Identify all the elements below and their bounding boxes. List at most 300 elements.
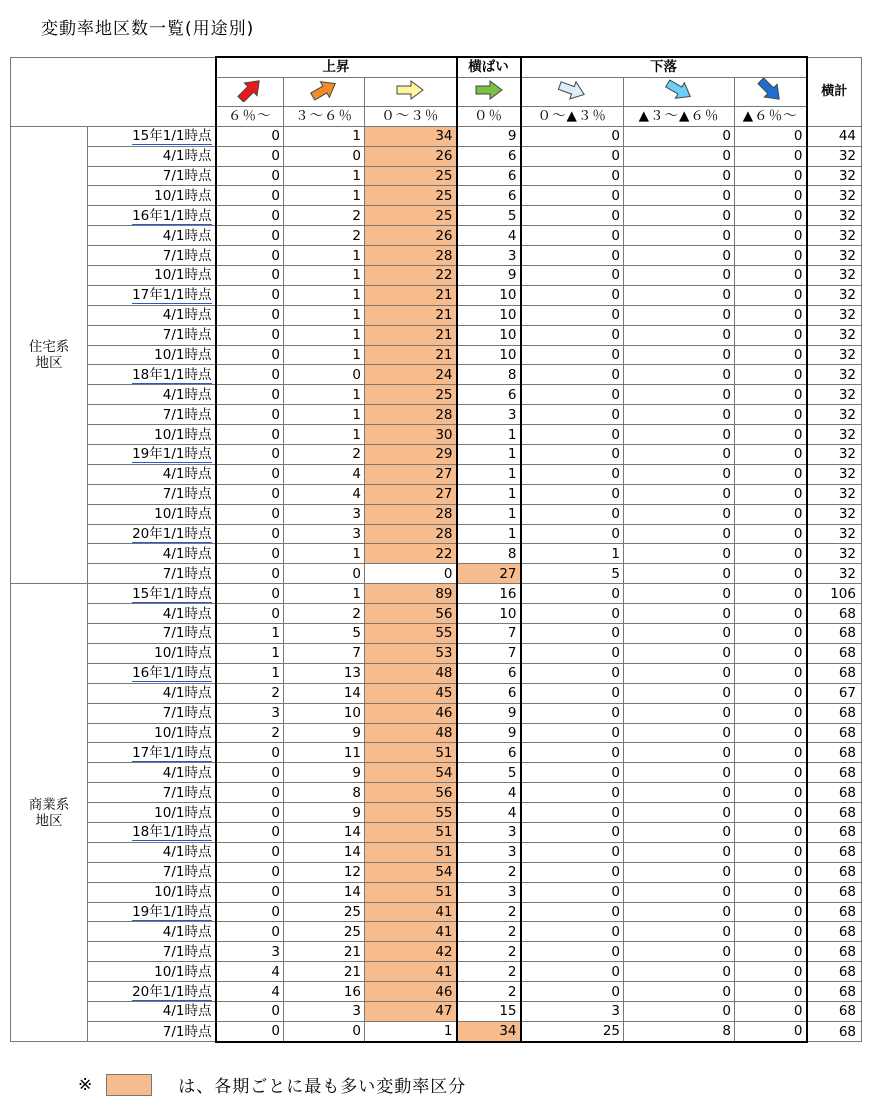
value-cell: 5 <box>521 564 624 584</box>
date-label: 4/1時点 <box>162 466 212 483</box>
value-cell: 13 <box>284 663 365 683</box>
value-cell: 0 <box>624 246 735 266</box>
date-label: 10/1時点 <box>154 267 212 284</box>
value-cell: 1 <box>457 445 521 465</box>
value-cell: 6 <box>457 385 521 405</box>
date-label: 4/1時点 <box>162 1003 212 1020</box>
value-cell: 0 <box>735 862 807 882</box>
value-cell: 0 <box>735 365 807 385</box>
total-cell: 68 <box>807 1021 862 1041</box>
table-row <box>11 464 862 484</box>
total-cell: 32 <box>807 305 862 325</box>
value-cell: 27 <box>365 484 457 504</box>
value-cell: 4 <box>457 226 521 246</box>
value-cell: 0 <box>735 663 807 683</box>
table-row <box>11 226 862 246</box>
value-cell: 51 <box>365 882 457 902</box>
total-cell: 44 <box>807 126 862 146</box>
total-cell: 32 <box>807 285 862 305</box>
date-label: 15年1/1時点 <box>132 128 212 145</box>
date-cell <box>88 624 216 644</box>
value-cell: 41 <box>365 922 457 942</box>
value-cell: 0 <box>216 1001 284 1021</box>
value-cell: 0 <box>735 325 807 345</box>
value-cell: 0 <box>735 445 807 465</box>
arrow-right-yellow-icon <box>393 78 427 102</box>
value-cell: 0 <box>521 186 624 206</box>
value-cell: 0 <box>521 206 624 226</box>
value-cell: 0 <box>216 464 284 484</box>
value-cell: 10 <box>457 285 521 305</box>
value-cell: 51 <box>365 822 457 842</box>
total-cell: 32 <box>807 365 862 385</box>
value-cell: 1 <box>216 624 284 644</box>
value-cell: 15 <box>457 1001 521 1021</box>
total-cell: 68 <box>807 643 862 663</box>
value-cell: 6 <box>457 166 521 186</box>
value-cell: 0 <box>624 226 735 246</box>
value-cell: 0 <box>735 126 807 146</box>
date-label: 7/1時点 <box>162 864 212 881</box>
arrow-up-steep-red-icon <box>233 78 267 102</box>
date-cell <box>88 365 216 385</box>
date-label: 10/1時点 <box>154 963 212 980</box>
value-cell: 0 <box>521 166 624 186</box>
value-cell: 28 <box>365 504 457 524</box>
arrow-cell-3 <box>457 77 521 106</box>
value-cell: 4 <box>216 982 284 1002</box>
value-cell: 0 <box>624 723 735 743</box>
value-cell: 0 <box>624 484 735 504</box>
date-cell <box>88 942 216 962</box>
value-cell: 3 <box>216 942 284 962</box>
value-cell: 0 <box>624 365 735 385</box>
header-up: 上昇 <box>216 57 457 77</box>
value-cell: 0 <box>521 305 624 325</box>
page-title: 変動率地区数一覧(用途別) <box>41 19 255 39</box>
value-cell: 3 <box>521 1001 624 1021</box>
date-label: 7/1時点 <box>162 943 212 960</box>
value-cell: 0 <box>735 524 807 544</box>
value-cell: 6 <box>457 186 521 206</box>
value-cell: 0 <box>521 763 624 783</box>
value-cell: 25 <box>365 186 457 206</box>
value-cell: 28 <box>365 246 457 266</box>
range-label-6: ▲６％～ <box>735 106 807 126</box>
value-cell: 0 <box>216 484 284 504</box>
total-cell: 32 <box>807 464 862 484</box>
value-cell: 0 <box>521 484 624 504</box>
date-cell <box>88 723 216 743</box>
value-cell: 54 <box>365 862 457 882</box>
value-cell: 0 <box>521 524 624 544</box>
date-label: 7/1時点 <box>162 486 212 503</box>
value-cell: 0 <box>216 822 284 842</box>
table-row <box>11 783 862 803</box>
value-cell: 1 <box>284 544 365 564</box>
value-cell: 0 <box>624 683 735 703</box>
total-cell: 32 <box>807 564 862 584</box>
value-cell: 2 <box>457 982 521 1002</box>
table-row <box>11 544 862 564</box>
value-cell: 9 <box>457 703 521 723</box>
value-cell: 0 <box>735 743 807 763</box>
value-cell: 0 <box>521 962 624 982</box>
value-cell: 0 <box>521 842 624 862</box>
date-label: 4/1時点 <box>162 605 212 622</box>
value-cell: 0 <box>735 962 807 982</box>
value-cell: 0 <box>216 524 284 544</box>
table-row <box>11 584 862 604</box>
value-cell: 0 <box>216 564 284 584</box>
date-cell <box>88 663 216 683</box>
date-label: 4/1時点 <box>162 844 212 861</box>
value-cell: 6 <box>457 146 521 166</box>
value-cell: 47 <box>365 1001 457 1021</box>
value-cell: 0 <box>735 584 807 604</box>
date-label: 20年1/1時点 <box>132 526 212 543</box>
value-cell: 55 <box>365 803 457 823</box>
value-cell: 0 <box>216 266 284 286</box>
value-cell: 1 <box>284 266 365 286</box>
value-cell: 0 <box>624 285 735 305</box>
total-cell: 32 <box>807 166 862 186</box>
value-cell: 0 <box>735 1021 807 1041</box>
value-cell: 0 <box>521 345 624 365</box>
value-cell: 21 <box>284 942 365 962</box>
range-label-4: ０～▲３％ <box>521 106 624 126</box>
value-cell: 54 <box>365 763 457 783</box>
value-cell: 0 <box>624 425 735 445</box>
value-cell: 0 <box>521 226 624 246</box>
value-cell: 0 <box>624 882 735 902</box>
date-cell <box>88 783 216 803</box>
legend-text: は、各期ごとに最も多い変動率区分 <box>178 1077 467 1097</box>
date-label: 17年1/1時点 <box>132 744 212 761</box>
date-label: 19年1/1時点 <box>132 446 212 463</box>
date-cell <box>88 246 216 266</box>
value-cell: 0 <box>624 862 735 882</box>
date-cell <box>88 564 216 584</box>
date-label: 7/1時点 <box>162 327 212 344</box>
value-cell: 8 <box>624 1021 735 1041</box>
total-cell: 68 <box>807 982 862 1002</box>
range-label-3: ０％ <box>457 106 521 126</box>
value-cell: 0 <box>735 822 807 842</box>
value-cell: 0 <box>735 405 807 425</box>
arrow-cell-1 <box>284 77 365 106</box>
date-label: 4/1時点 <box>162 923 212 940</box>
value-cell: 14 <box>284 882 365 902</box>
value-cell: 0 <box>624 604 735 624</box>
value-cell: 21 <box>284 962 365 982</box>
value-cell: 0 <box>521 743 624 763</box>
value-cell: 0 <box>735 504 807 524</box>
date-label: 7/1時点 <box>162 784 212 801</box>
value-cell: 2 <box>216 683 284 703</box>
date-label: 7/1時点 <box>162 406 212 423</box>
date-cell <box>88 305 216 325</box>
value-cell: 6 <box>457 683 521 703</box>
date-cell <box>88 1021 216 1041</box>
value-cell: 1 <box>284 385 365 405</box>
total-cell: 32 <box>807 385 862 405</box>
value-cell: 46 <box>365 982 457 1002</box>
value-cell: 1 <box>457 484 521 504</box>
value-cell: 3 <box>284 524 365 544</box>
value-cell: 0 <box>735 902 807 922</box>
table-row <box>11 683 862 703</box>
total-cell: 68 <box>807 942 862 962</box>
date-label: 10/1時点 <box>154 884 212 901</box>
value-cell: 2 <box>457 942 521 962</box>
arrow-down-steep-blue-icon <box>753 78 787 102</box>
value-cell: 8 <box>457 365 521 385</box>
table-row <box>11 902 862 922</box>
value-cell: 0 <box>216 186 284 206</box>
value-cell: 9 <box>284 763 365 783</box>
value-cell: 0 <box>624 822 735 842</box>
value-cell: 0 <box>284 146 365 166</box>
value-cell: 0 <box>735 703 807 723</box>
value-cell: 10 <box>457 305 521 325</box>
total-cell: 32 <box>807 425 862 445</box>
value-cell: 51 <box>365 842 457 862</box>
corner-cell <box>11 57 216 126</box>
arrow-cell-2 <box>365 77 457 106</box>
value-cell: 0 <box>216 842 284 862</box>
value-cell: 0 <box>216 365 284 385</box>
value-cell: 5 <box>457 206 521 226</box>
date-label: 4/1時点 <box>162 227 212 244</box>
value-cell: 16 <box>284 982 365 1002</box>
table-row <box>11 345 862 365</box>
value-cell: 0 <box>216 166 284 186</box>
total-cell: 68 <box>807 783 862 803</box>
value-cell: 0 <box>521 683 624 703</box>
value-cell: 0 <box>216 325 284 345</box>
header-flat: 横ばい <box>457 57 521 77</box>
total-cell: 68 <box>807 803 862 823</box>
value-cell: 21 <box>365 285 457 305</box>
value-cell: 0 <box>624 763 735 783</box>
value-cell: 0 <box>624 803 735 823</box>
date-cell <box>88 1001 216 1021</box>
date-cell <box>88 922 216 942</box>
value-cell: 1 <box>284 285 365 305</box>
value-cell: 0 <box>521 643 624 663</box>
date-cell <box>88 206 216 226</box>
value-cell: 0 <box>521 385 624 405</box>
value-cell: 0 <box>735 345 807 365</box>
value-cell: 0 <box>521 246 624 266</box>
value-cell: 0 <box>624 902 735 922</box>
header-total: 横計 <box>807 57 862 126</box>
date-cell <box>88 544 216 564</box>
value-cell: 0 <box>216 126 284 146</box>
table-row <box>11 166 862 186</box>
table-row <box>11 564 862 584</box>
table-row <box>11 862 862 882</box>
table-row <box>11 962 862 982</box>
value-cell: 25 <box>521 1021 624 1041</box>
value-cell: 0 <box>521 584 624 604</box>
value-cell: 0 <box>735 544 807 564</box>
table-row <box>11 743 862 763</box>
value-cell: 16 <box>457 584 521 604</box>
total-cell: 68 <box>807 703 862 723</box>
table-row <box>11 405 862 425</box>
value-cell: 0 <box>521 146 624 166</box>
date-cell <box>88 524 216 544</box>
date-label: 4/1時点 <box>162 764 212 781</box>
value-cell: 55 <box>365 624 457 644</box>
date-cell <box>88 703 216 723</box>
table-row <box>11 285 862 305</box>
value-cell: 0 <box>735 166 807 186</box>
value-cell: 0 <box>216 882 284 902</box>
value-cell: 0 <box>284 564 365 584</box>
value-cell: 9 <box>284 803 365 823</box>
value-cell: 3 <box>457 246 521 266</box>
value-cell: 0 <box>284 1021 365 1041</box>
total-cell: 68 <box>807 624 862 644</box>
table-row <box>11 763 862 783</box>
value-cell: 14 <box>284 842 365 862</box>
value-cell: 3 <box>284 1001 365 1021</box>
date-label: 15年1/1時点 <box>132 585 212 602</box>
date-label: 16年1/1時点 <box>132 207 212 224</box>
value-cell: 8 <box>457 544 521 564</box>
total-cell: 32 <box>807 345 862 365</box>
section-label: 住宅系 地区 <box>11 126 88 583</box>
value-cell: 4 <box>284 484 365 504</box>
date-label: 20年1/1時点 <box>132 983 212 1000</box>
value-cell: 0 <box>521 464 624 484</box>
total-cell: 32 <box>807 226 862 246</box>
value-cell: 9 <box>284 723 365 743</box>
value-cell: 0 <box>521 663 624 683</box>
value-cell: 48 <box>365 723 457 743</box>
value-cell: 2 <box>216 723 284 743</box>
value-cell: 0 <box>521 365 624 385</box>
value-cell: 12 <box>284 862 365 882</box>
value-cell: 2 <box>284 226 365 246</box>
total-cell: 32 <box>807 445 862 465</box>
date-label: 4/1時点 <box>162 386 212 403</box>
table-row <box>11 126 862 146</box>
value-cell: 0 <box>216 584 284 604</box>
total-cell: 68 <box>807 663 862 683</box>
table-row <box>11 246 862 266</box>
date-label: 10/1時点 <box>154 506 212 523</box>
date-cell <box>88 285 216 305</box>
total-cell: 32 <box>807 524 862 544</box>
arrow-cell-6 <box>735 77 807 106</box>
value-cell: 22 <box>365 544 457 564</box>
value-cell: 0 <box>216 862 284 882</box>
value-cell: 2 <box>457 902 521 922</box>
value-cell: 0 <box>735 146 807 166</box>
value-cell: 1 <box>284 126 365 146</box>
value-cell: 2 <box>457 922 521 942</box>
value-cell: 0 <box>521 504 624 524</box>
value-cell: 0 <box>735 803 807 823</box>
total-cell: 32 <box>807 186 862 206</box>
value-cell: 3 <box>284 504 365 524</box>
value-cell: 21 <box>365 325 457 345</box>
date-label: 18年1/1時点 <box>132 824 212 841</box>
value-cell: 0 <box>624 166 735 186</box>
range-label-1: ３～６％ <box>284 106 365 126</box>
value-cell: 1 <box>284 405 365 425</box>
date-label: 16年1/1時点 <box>132 665 212 682</box>
total-cell: 68 <box>807 882 862 902</box>
value-cell: 25 <box>365 206 457 226</box>
value-cell: 0 <box>624 186 735 206</box>
table-row <box>11 425 862 445</box>
value-cell: 0 <box>624 524 735 544</box>
value-cell: 0 <box>521 604 624 624</box>
total-cell: 68 <box>807 922 862 942</box>
arrow-cell-0 <box>216 77 284 106</box>
value-cell: 25 <box>365 166 457 186</box>
value-cell: 2 <box>457 862 521 882</box>
date-label: 4/1時点 <box>162 307 212 324</box>
value-cell: 0 <box>521 266 624 286</box>
total-cell: 32 <box>807 146 862 166</box>
table-row <box>11 266 862 286</box>
value-cell: 34 <box>365 126 457 146</box>
value-cell: 0 <box>735 882 807 902</box>
date-label: 4/1時点 <box>162 685 212 702</box>
value-cell: 1 <box>365 1021 457 1041</box>
table-row <box>11 305 862 325</box>
table-row <box>11 524 862 544</box>
value-cell: 0 <box>735 484 807 504</box>
value-cell: 2 <box>457 962 521 982</box>
date-cell <box>88 345 216 365</box>
value-cell: 10 <box>457 345 521 365</box>
table-row <box>11 624 862 644</box>
value-cell: 1 <box>521 544 624 564</box>
value-cell: 0 <box>624 982 735 1002</box>
value-cell: 0 <box>216 305 284 325</box>
value-cell: 14 <box>284 683 365 703</box>
value-cell: 26 <box>365 226 457 246</box>
value-cell: 0 <box>521 405 624 425</box>
value-cell: 0 <box>216 544 284 564</box>
value-cell: 0 <box>624 305 735 325</box>
table-row <box>11 146 862 166</box>
table-row <box>11 663 862 683</box>
value-cell: 0 <box>216 743 284 763</box>
value-cell: 0 <box>624 126 735 146</box>
date-label: 10/1時点 <box>154 426 212 443</box>
value-cell: 0 <box>521 445 624 465</box>
total-cell: 32 <box>807 206 862 226</box>
total-cell: 32 <box>807 544 862 564</box>
total-cell: 68 <box>807 902 862 922</box>
arrow-down-cyan-icon <box>662 78 696 102</box>
total-cell: 68 <box>807 962 862 982</box>
value-cell: 0 <box>521 723 624 743</box>
table-row <box>11 1021 862 1041</box>
table-row <box>11 186 862 206</box>
date-cell <box>88 226 216 246</box>
value-cell: 5 <box>457 763 521 783</box>
table-row <box>11 822 862 842</box>
